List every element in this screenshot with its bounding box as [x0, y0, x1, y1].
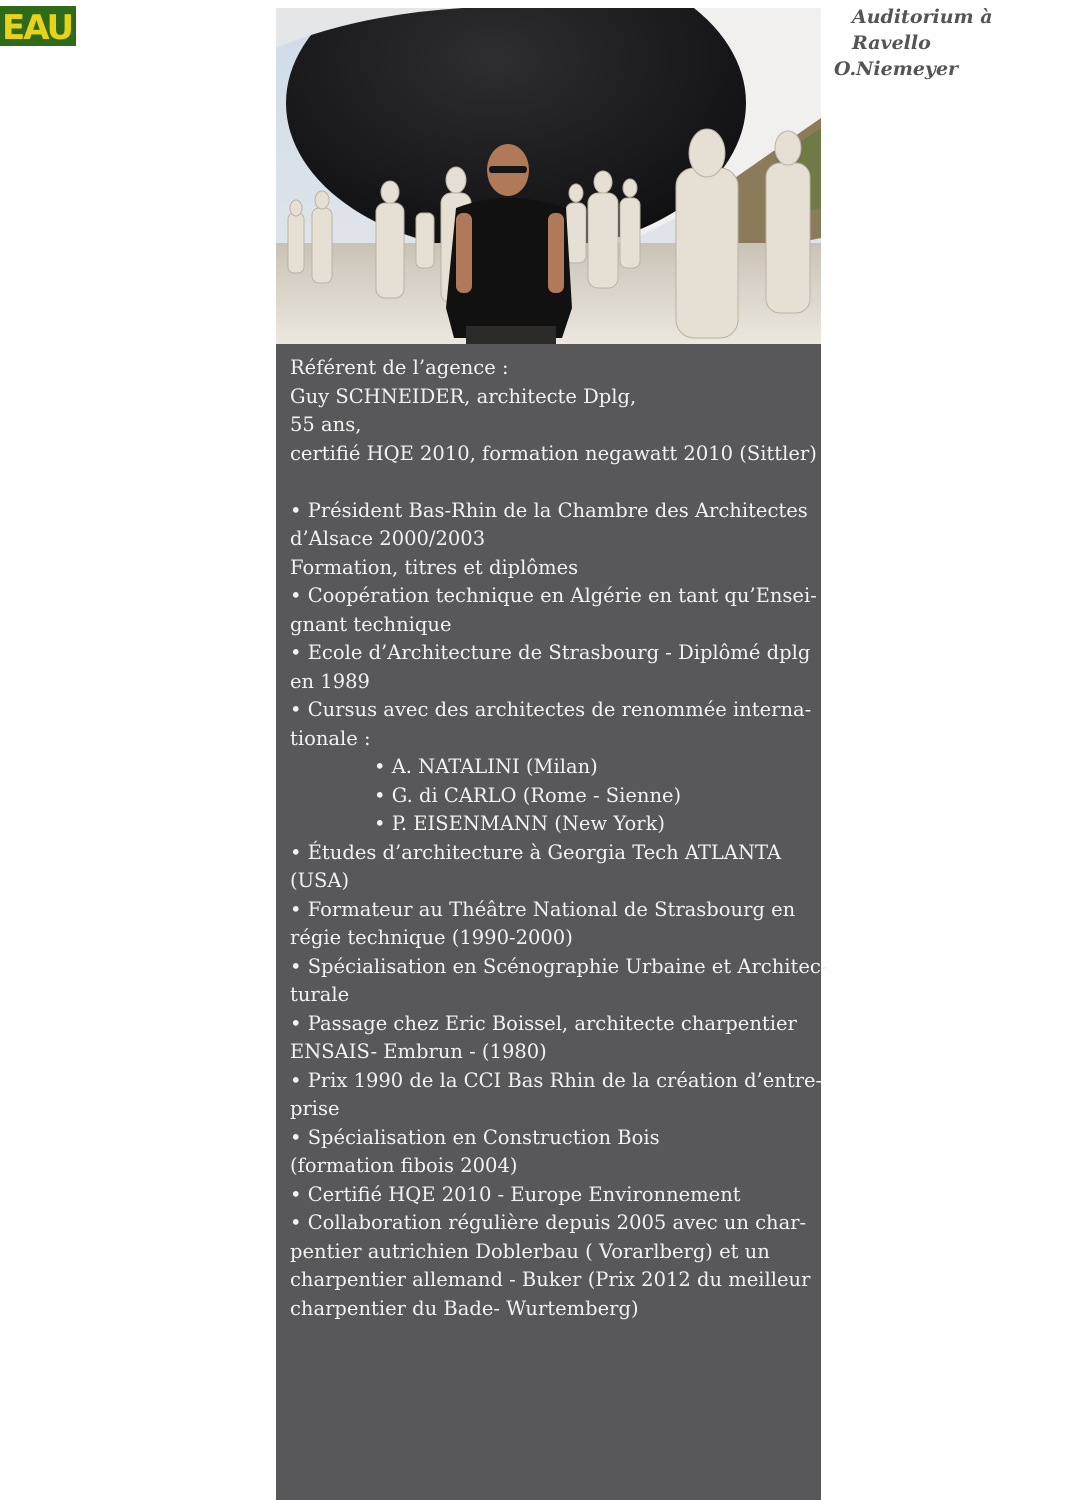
photo-caption — [834, 4, 1064, 82]
bio-line: charpentier allemand - Buker (Prix 2012 du meilleur — [290, 1268, 811, 1291]
bio-line: • Ecole d’Architecture de Strasbourg - Diplômé dplg — [290, 641, 811, 664]
bio-line: • Collaboration régulière depuis 2005 avec un char- — [290, 1211, 807, 1234]
svg-text:EAU: EAU — [2, 8, 73, 46]
spacer — [290, 468, 815, 497]
architect-item: • G. di CARLO (Rome - Sienne) — [374, 783, 682, 807]
architect-item: • A. NATALINI (Milan) — [374, 755, 598, 778]
caption-architect: O.Niemeyer — [834, 58, 959, 80]
bio-line: pentier autrichien Doblerbau ( Vorarlberg) et un — [290, 1239, 770, 1263]
bio-line: (USA) — [290, 869, 350, 892]
bio-line: tionale : — [290, 726, 371, 750]
bio-line: • Formateur au Théâtre National de Strasbourg en — [290, 897, 796, 921]
bio-line: • Coopération technique en Algérie en tant qu’Ensei- — [290, 584, 817, 607]
bio-line: ENSAIS- Embrun - (1980) — [290, 1040, 547, 1063]
bio-line: régie technique (1990-2000) — [290, 926, 573, 949]
bio-line: • Certifié HQE 2010 - Europe Environnement — [290, 1182, 741, 1206]
agency-logo — [0, 6, 76, 46]
logo-mark-icon — [0, 6, 76, 46]
bio-intro-line: certifié HQE 2010, formation negawatt 2010 (Sittler) — [290, 441, 817, 465]
caption-title: Auditorium à Ravello — [852, 6, 993, 54]
architect-item: • P. EISENMANN (New York) — [374, 812, 665, 835]
bio-intro-line: Guy SCHNEIDER, architecte Dplg, — [290, 384, 637, 408]
bio-line: en 1989 — [290, 669, 370, 693]
bio-intro-line: 55 ans, — [290, 413, 362, 436]
bio-line: • Cursus avec des architectes de renommée interna- — [290, 698, 812, 721]
architect-photo — [276, 8, 821, 344]
bio-line: (formation fibois 2004) — [290, 1154, 518, 1177]
bio-line: • Spécialisation en Construction Bois — [290, 1125, 660, 1149]
bio-panel — [276, 8, 828, 1500]
auditorium-photo-icon — [276, 8, 821, 344]
bio-text — [290, 354, 828, 1323]
bio-line: • Passage chez Eric Boissel, architecte charpentier — [290, 1011, 797, 1035]
bio-line: • Président Bas-Rhin de la Chambre des Architectes — [290, 498, 808, 522]
bio-intro-line: Référent de l’agence : — [290, 356, 509, 379]
bio-line: • Études d’architecture à Georgia Tech ATLANTA — [290, 840, 782, 864]
bio-line: prise — [290, 1097, 340, 1120]
bio-line: Formation, titres et diplômes — [290, 555, 579, 579]
bio-line: • Prix 1990 de la CCI Bas Rhin de la création d’entre- — [290, 1068, 823, 1092]
bio-line: d’Alsace 2000/2003 — [290, 527, 486, 550]
bio-line: gnant technique — [290, 612, 452, 636]
bio-line: charpentier du Bade- Wurtemberg) — [290, 1296, 639, 1320]
bio-line: • Spécialisation en Scénographie Urbaine et Architec- — [290, 954, 828, 978]
bio-line: turale — [290, 983, 350, 1006]
